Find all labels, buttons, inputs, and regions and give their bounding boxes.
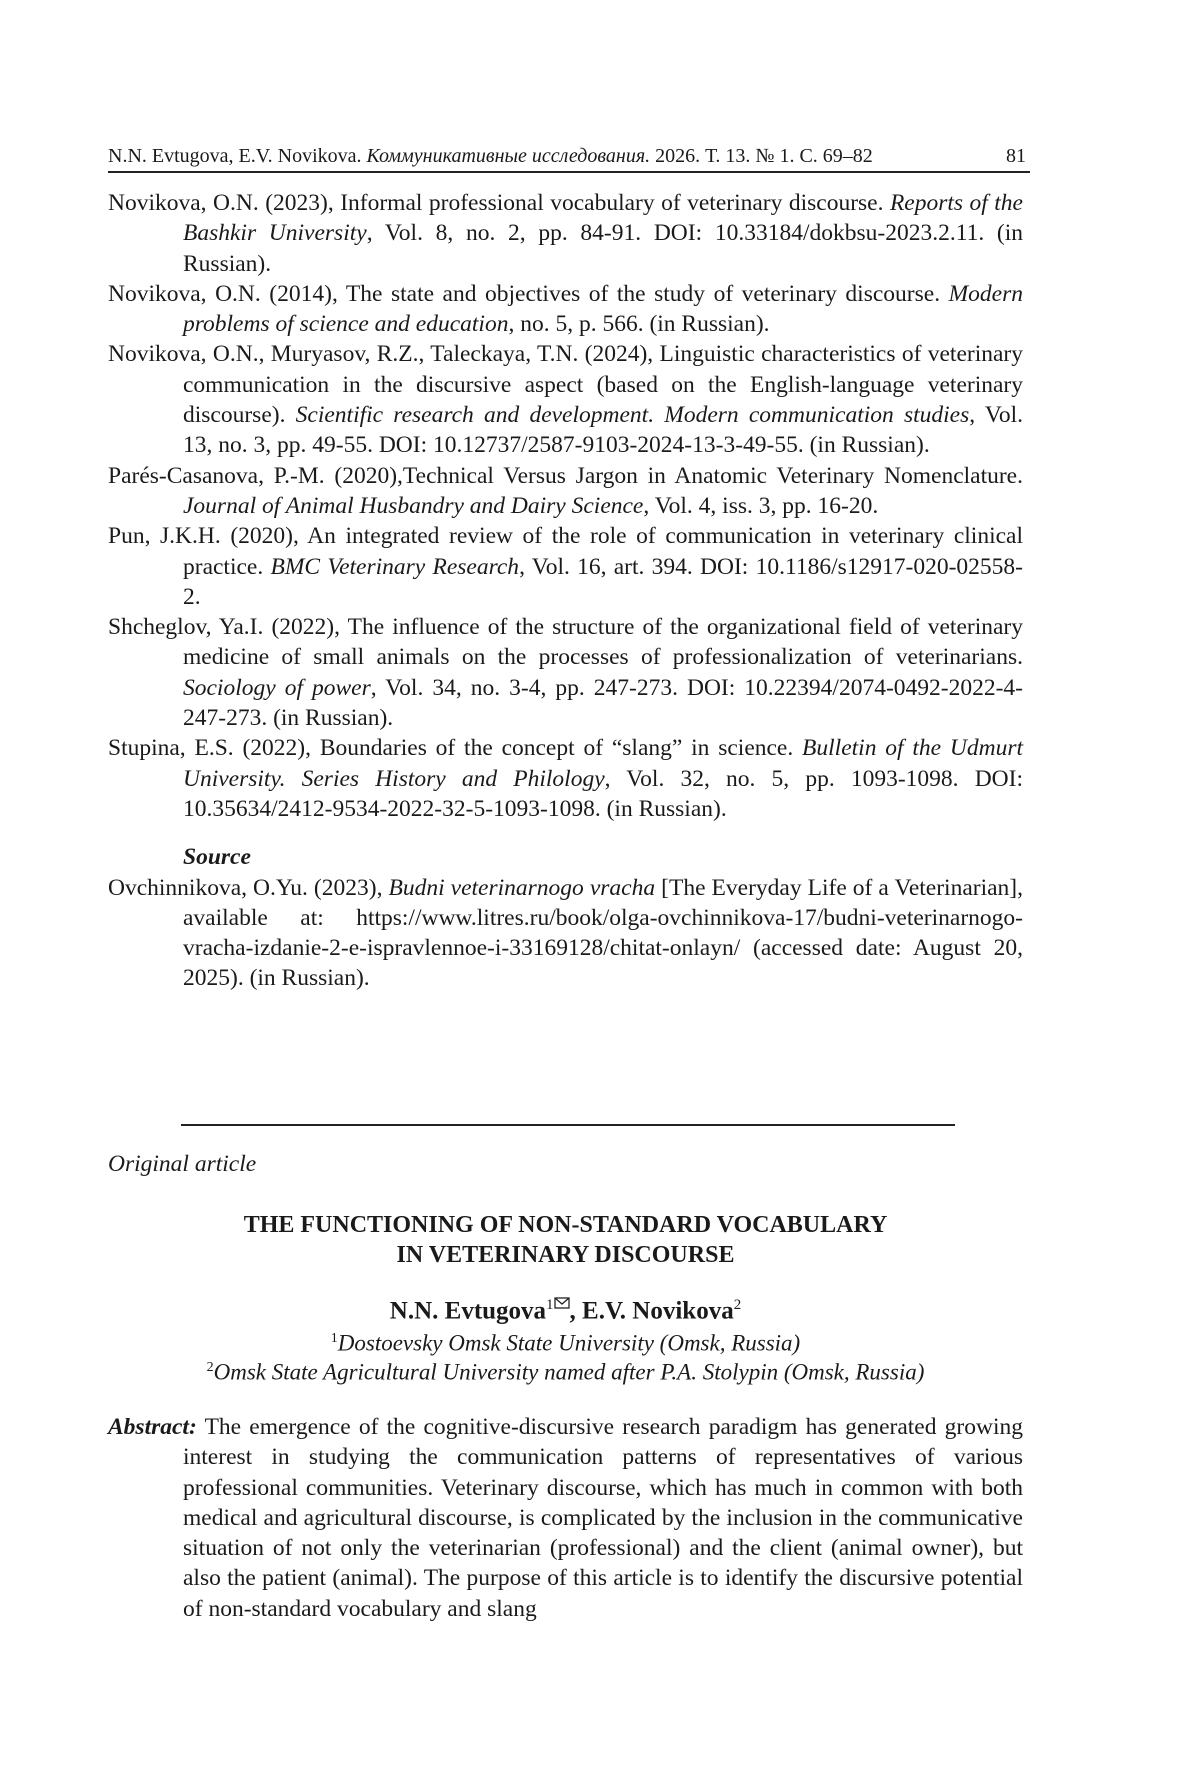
abstract [108,1412,1023,1624]
abstract-text: The emergence of the cognitive-discursive research paradigm has generated growing interest in studying the communication patterns of representatives of various professional communities. Veterinary discourse, which has much in common with both medical and agricultural discourse, is complicated by the inclusion in the communicative situation of not only the veterinarian (professional) and the client (animal owner), but also the patient (animal). The purpose of this article is to identify the discursive potential of non-standard vocabulary and slang [183,1414,1024,1622]
author-1-affiliation: 1 [546,1297,554,1313]
article-title [108,1210,1023,1270]
reference-item: Stupina, E.S. (2022), Boundaries of the concept of “slang” in science. Bulletin of the Udmurt University. Series History and Philology, Vol. 32, no. 5, pp. 1093-1098. DOI: 10.35634/2412-9534-2022-32-5-1093-1098. (in Russian). [108,735,1023,822]
affiliation-2: $^2$Omsk State Agricultural University named after P.A. Stolypin (Omsk, Russia) [206,1359,925,1385]
reference-item: Shcheglov, Ya.I. (2022), The influence of the structure of the organizational field of veterinary medicine of small animals on the processes of professionalization of veterinarians. Sociology of power, Vol. 34, no. 3-4, pp. 247-273. DOI: 10.22394/2074-0492-2022-4-247-273. (in Russian). [108,614,1024,732]
reference-item: Novikova, O.N. (2023), Informal professional vocabulary of veterinary discourse. Reports of the Bashkir University, Vol. 8, no. 2, pp. 84-91. DOI: 10.33184/dokbsu-2023.2.11. (in Russian). [108,190,1024,277]
page-number: 81 [1006,145,1026,167]
abstract-label: Abstract: [108,1414,197,1440]
envelope-icon [554,1298,570,1313]
reference-item: Novikova, O.N., Muryasov, R.Z., Taleckaya, T.N. (2024), Linguistic characteristics of veterinary communication in the discursive aspect (based on the English-language veterinary discourse). Scientific research and development. Modern communication studies, Vol. 13, no. 3, pp. 49-55. DOI: 10.12737/2587-9103-2024-13-3-49-55. (in Russian). [108,341,1023,459]
author-2: E.V. Novikova [582,1297,734,1325]
header-authors: N.N. Evtugova, E.V. Novikova. [108,145,362,167]
article-type: Original article [108,1151,257,1177]
header-rule [108,171,1030,173]
separator-rule [181,1124,955,1126]
author-1: N.N. Evtugova [389,1297,547,1325]
author-2-affiliation: 2 [733,1297,742,1313]
reference-item: Parés-Casanova, P.-M. (2020),Technical Versus Jargon in Anatomic Veterinary Nomenclature. Journal of Animal Husbandry and Dairy Science, Vol. 4, iss. 3, pp. 16-20. [108,462,1023,519]
author-separator: , [569,1297,583,1325]
source-heading: Source [183,844,251,871]
reference-item: Pun, J.K.H. (2020), An integrated review of the role of communication in veterinary clinical practice. BMC Veterinary Research, Vol. 16, art. 394. DOI: 10.1186/s12917-020-02558-2. [108,523,1023,610]
reference-item: Novikova, O.N. (2014), The state and objectives of the study of veterinary discourse. Modern problems of science and education, no. 5, p. 566. (in Russian). [108,280,1023,338]
header-issue: 2026. Т. 13. № 1. С. 69–82 [655,145,873,167]
references-block [108,188,1023,994]
title-line-1: THE FUNCTIONING OF NON-STANDARD VOCABULARY [243,1212,888,1238]
title-line-2: IN VETERINARY DISCOURSE [396,1242,735,1268]
authors-line [108,1290,1023,1326]
affiliation-1: $^1$Dostoevsky Omsk State University (Omsk, Russia) [330,1330,801,1356]
running-header [108,144,1030,168]
source-item: Ovchinnikova, O.Yu. (2023), Budni veterinarnogo vracha [The Everyday Life of a Veterinarian], available at: https://www.litres.ru/book/olga-ovchinnikova-17/budni-veterinarnogo-vracha-izdanie-2-e-ispravlennoe-i-33169128/chitat-onlayn/ (accessed date: August 20, 2025). (in Russian). [108,874,1023,992]
header-journal: Коммуникативные исследования. [366,145,651,167]
